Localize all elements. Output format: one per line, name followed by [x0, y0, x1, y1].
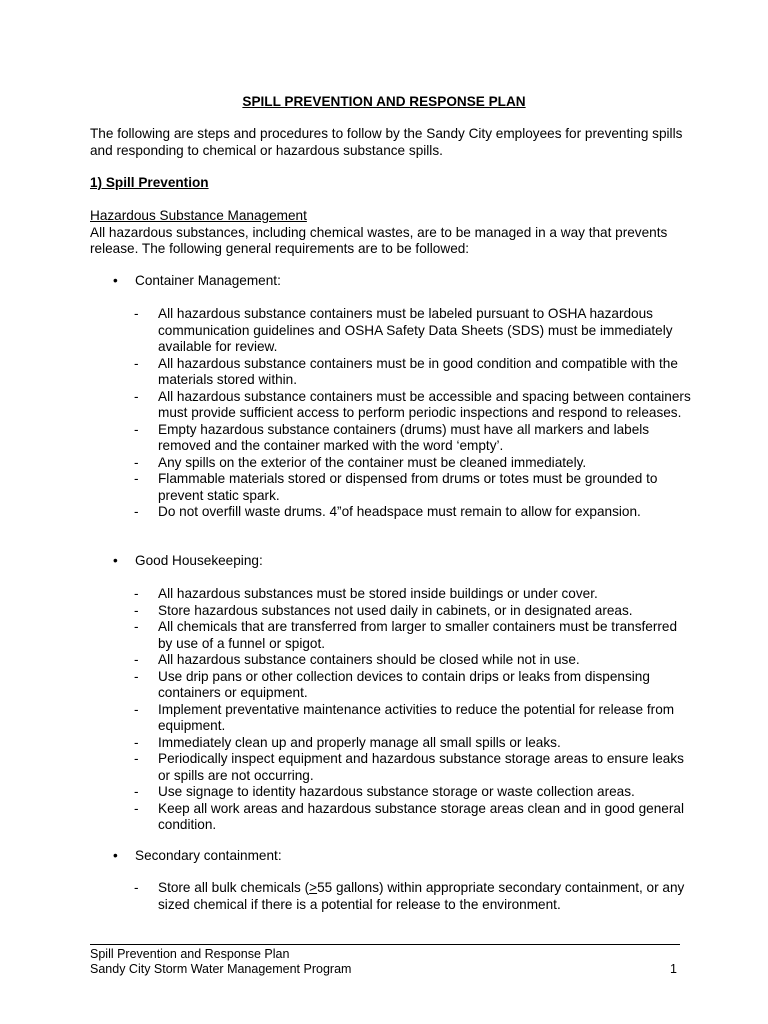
dash-icon: -: [134, 701, 139, 717]
footer-program-name: Sandy City Storm Water Management Program: [90, 962, 352, 976]
bullet-label: Container Management:: [135, 273, 281, 288]
container-management-list: [134, 306, 694, 521]
list-item-text: Immediately clean up and properly manage all small spills or leaks.: [158, 734, 561, 750]
list-item-text: Periodically inspect equipment and hazardous substance storage areas to ensure leaks or spills are not occurring.: [158, 751, 684, 783]
list-item-text: Flammable materials stored or dispensed from drums or totes must be grounded to prevent static spark.: [158, 471, 658, 503]
bullet-icon: •: [113, 553, 118, 568]
list-item: [134, 735, 694, 752]
list-item-text: Keep all work areas and hazardous substance storage areas clean and in good general condition.: [158, 800, 684, 832]
dash-icon: -: [134, 306, 139, 321]
page-number: 1: [670, 962, 677, 976]
list-item-text: All hazardous substance containers must be labeled pursuant to OSHA hazardous communication guidelines and OSHA Safety Data Sheets (SDS) must be immediately available for review.: [158, 306, 673, 354]
list-item: [134, 880, 694, 913]
dash-icon: -: [134, 800, 139, 816]
list-item-text: Store hazardous substances not used daily in cabinets, or in designated areas.: [158, 602, 633, 618]
bullet-icon: •: [113, 273, 118, 288]
list-item-text: Empty hazardous substance containers (drums) must have all markers and labels removed and the container marked with the word ‘empty’.: [158, 421, 650, 453]
list-item-text-prefix: Store all bulk chemicals (: [158, 880, 310, 895]
dash-icon: -: [134, 504, 139, 519]
dash-icon: -: [134, 355, 139, 371]
dash-icon: -: [134, 652, 139, 667]
list-item-text: All chemicals that are transferred from larger to smaller containers must be transferred by use of a funnel or spigot.: [158, 619, 678, 651]
list-item: [134, 702, 694, 735]
secondary-containment-list: [134, 880, 694, 913]
list-item: [134, 455, 694, 472]
list-item-text: Use drip pans or other collection devices to contain drips or leaks from dispensing containers or equipment.: [158, 668, 650, 700]
secondary-containment-bullet: [113, 848, 282, 865]
dash-icon: -: [134, 619, 139, 634]
greater-than-or-equal-symbol: >: [309, 880, 318, 895]
list-item: [134, 784, 694, 801]
dash-icon: -: [134, 586, 139, 601]
container-management-bullet: [113, 273, 281, 290]
list-item-text: Do not overfill waste drums. 4”of headspace must remain to allow for expansion.: [158, 504, 641, 519]
list-item-text: Any spills on the exterior of the container must be cleaned immediately.: [158, 454, 587, 470]
list-item-text: Use signage to identity hazardous substance storage or waste collection areas.: [158, 784, 635, 799]
subsection-text: All hazardous substances, including chemical wastes, are to be managed in a way that prevents release. The following general requirements are to be followed:: [90, 224, 668, 256]
subsection: [90, 208, 690, 258]
list-item: [134, 504, 694, 521]
dash-icon: -: [134, 471, 139, 486]
list-item: [134, 801, 694, 834]
dash-icon: -: [134, 784, 139, 799]
list-item-text: All hazardous substance containers must be accessible and spacing between containers must provide sufficient access to perform periodic inspections and respond to releases.: [158, 388, 691, 420]
footer-divider: [90, 944, 680, 945]
subsection-heading: Hazardous Substance Management: [90, 208, 307, 223]
bullet-icon: •: [113, 848, 118, 863]
good-housekeeping-bullet: [113, 553, 263, 570]
dash-icon: -: [134, 602, 139, 618]
dash-icon: -: [134, 454, 139, 470]
good-housekeeping-list: [134, 586, 694, 834]
list-item: [134, 389, 694, 422]
list-item-text-suffix: 55 gallons) within appropriate secondary containment, or any sized chemical if there is a potential for release to the environment.: [158, 880, 685, 912]
list-item-text: All hazardous substances must be stored inside buildings or under cover.: [158, 586, 598, 601]
list-item: [134, 652, 694, 669]
list-item: [134, 586, 694, 603]
list-item: [134, 603, 694, 620]
list-item: [134, 751, 694, 784]
list-item: [134, 422, 694, 455]
list-item-text: All hazardous substance containers must be in good condition and compatible with the materials stored within.: [158, 355, 678, 387]
list-item: [134, 306, 694, 356]
dash-icon: -: [134, 734, 139, 750]
footer-document-title: Spill Prevention and Response Plan: [90, 947, 290, 961]
list-item: [134, 356, 694, 389]
dash-icon: -: [134, 751, 139, 766]
bullet-label: Good Housekeeping:: [135, 553, 263, 568]
bullet-label: Secondary containment:: [135, 848, 282, 863]
list-item-text: Implement preventative maintenance activities to reduce the potential for release from equipment.: [158, 701, 675, 733]
dash-icon: -: [134, 388, 139, 404]
dash-icon: -: [134, 668, 139, 684]
document-title: SPILL PREVENTION AND RESPONSE PLAN: [242, 94, 526, 109]
list-item: [134, 669, 694, 702]
list-item: [134, 619, 694, 652]
dash-icon: -: [134, 880, 139, 895]
section-heading: 1) Spill Prevention: [90, 175, 209, 190]
intro-paragraph: The following are steps and procedures to follow by the Sandy City employees for preventing spills and responding to chemical or hazardous substance spills.: [90, 126, 683, 158]
list-item-text: All hazardous substance containers should be closed while not in use.: [158, 652, 580, 667]
list-item: [134, 471, 694, 504]
dash-icon: -: [134, 421, 139, 437]
